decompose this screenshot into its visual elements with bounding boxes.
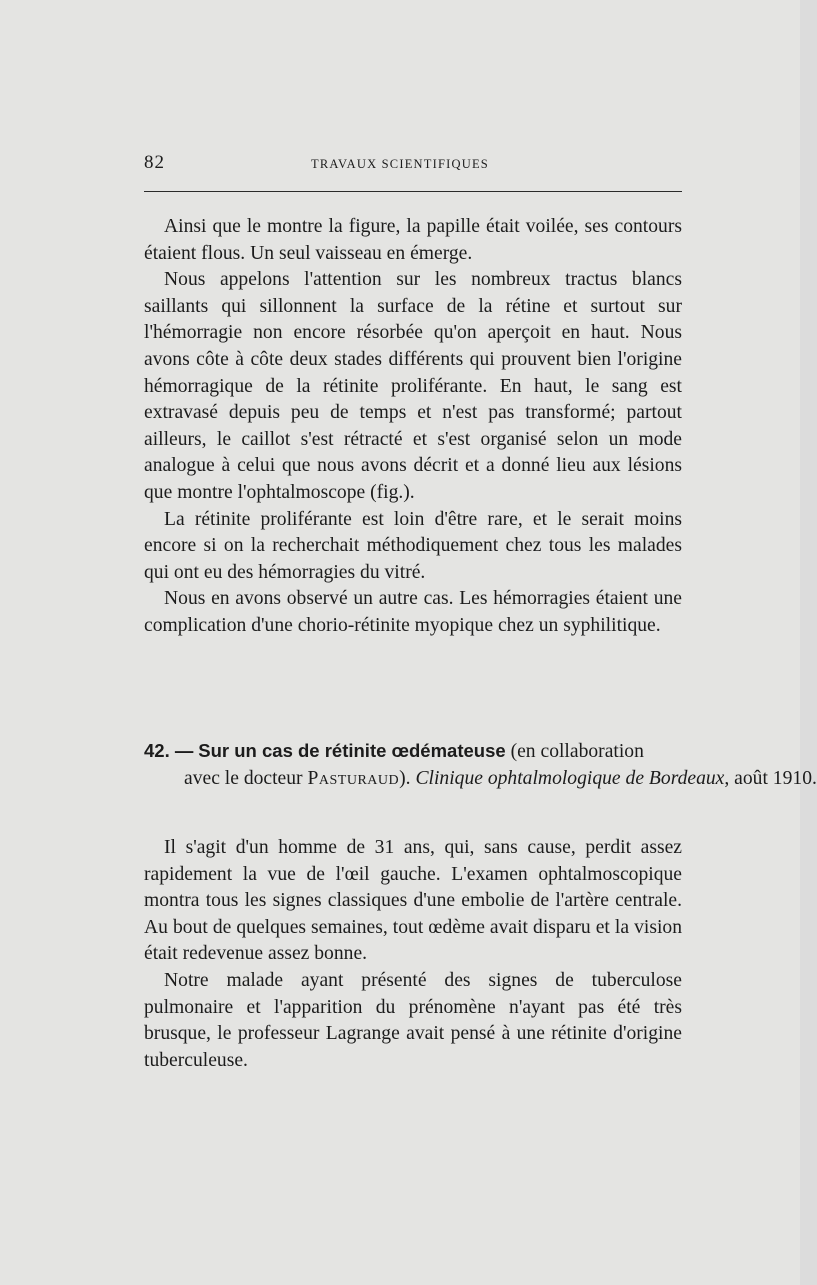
paragraph: Il s'agit d'un homme de 31 ans, qui, sans cause, perdit assez rapidement la vue de l'œil gauche. L'examen ophtalmoscopique montra tous les signes classiques d'une embolie de l'artère centrale. Au bout de quelques semaines, tout œdème avait disparu et la vision était redevenue assez bonne.	[144, 837, 682, 965]
entry-journal: Clinique ophtalmologique de Bordeaux	[415, 767, 725, 789]
intro-text-block	[144, 214, 682, 640]
running-header: TRAVAUX SCIENTIFIQUES	[311, 157, 489, 171]
paragraph: Ainsi que le montre la figure, la papille était voilée, ses contours étaient flous. Un seul vaisseau en émerge.	[144, 216, 682, 264]
entry-date: , août 1910.	[724, 767, 817, 789]
entry-number: 42. —	[144, 740, 194, 761]
bibliography-entry	[144, 738, 817, 792]
entry-title: Sur un cas de rétinite œdémateuse	[198, 740, 506, 761]
paragraph: La rétinite proliférante est loin d'être rare, et le serait moins encore si on la recherchait méthodiquement chez tous les malades qui ont eu des hémorragies du vitré.	[144, 508, 682, 583]
entry-collaboration-open: (en collaboration	[510, 741, 644, 762]
entry-collaboration-prefix: avec le docteur	[184, 767, 303, 789]
header-rule	[144, 191, 682, 192]
page-number: 82	[144, 152, 165, 173]
entry-line-1	[144, 738, 682, 766]
case-text-block	[144, 835, 682, 1074]
entry-collaboration-close: ).	[399, 767, 411, 789]
paragraph: Notre malade ayant présenté des signes de tuberculose pulmonaire et l'apparition du prénomène n'ayant pas été très brusque, le professeur Lagrange avait pensé à une rétinite d'origine tuberculeuse.	[144, 969, 682, 1071]
entry-collaborator-name: Pasturaud	[307, 767, 400, 789]
paragraph: Nous en avons observé un autre cas. Les hémorragies étaient une complication d'une chorio-rétinite myopique chez un syphilitique.	[144, 588, 682, 636]
entry-line-2	[144, 766, 817, 793]
paragraph: Nous appelons l'attention sur les nombreux tractus blancs saillants qui sillonnent la surface de la rétine et surtout sur l'hémorragie non encore résorbée qu'on aperçoit en haut. Nous avons côte à côte deux stades différents qui prouvent bien l'origine hémorragique de la rétinite proliférante. En haut, le sang est extravasé depuis peu de temps et n'est pas transformé; partout ailleurs, le caillot s'est rétracté et s'est organisé selon un mode analogue à celui que nous avons décrit et a donné lieu aux lésions que montre l'ophtalmoscope (fig.).	[144, 269, 682, 503]
